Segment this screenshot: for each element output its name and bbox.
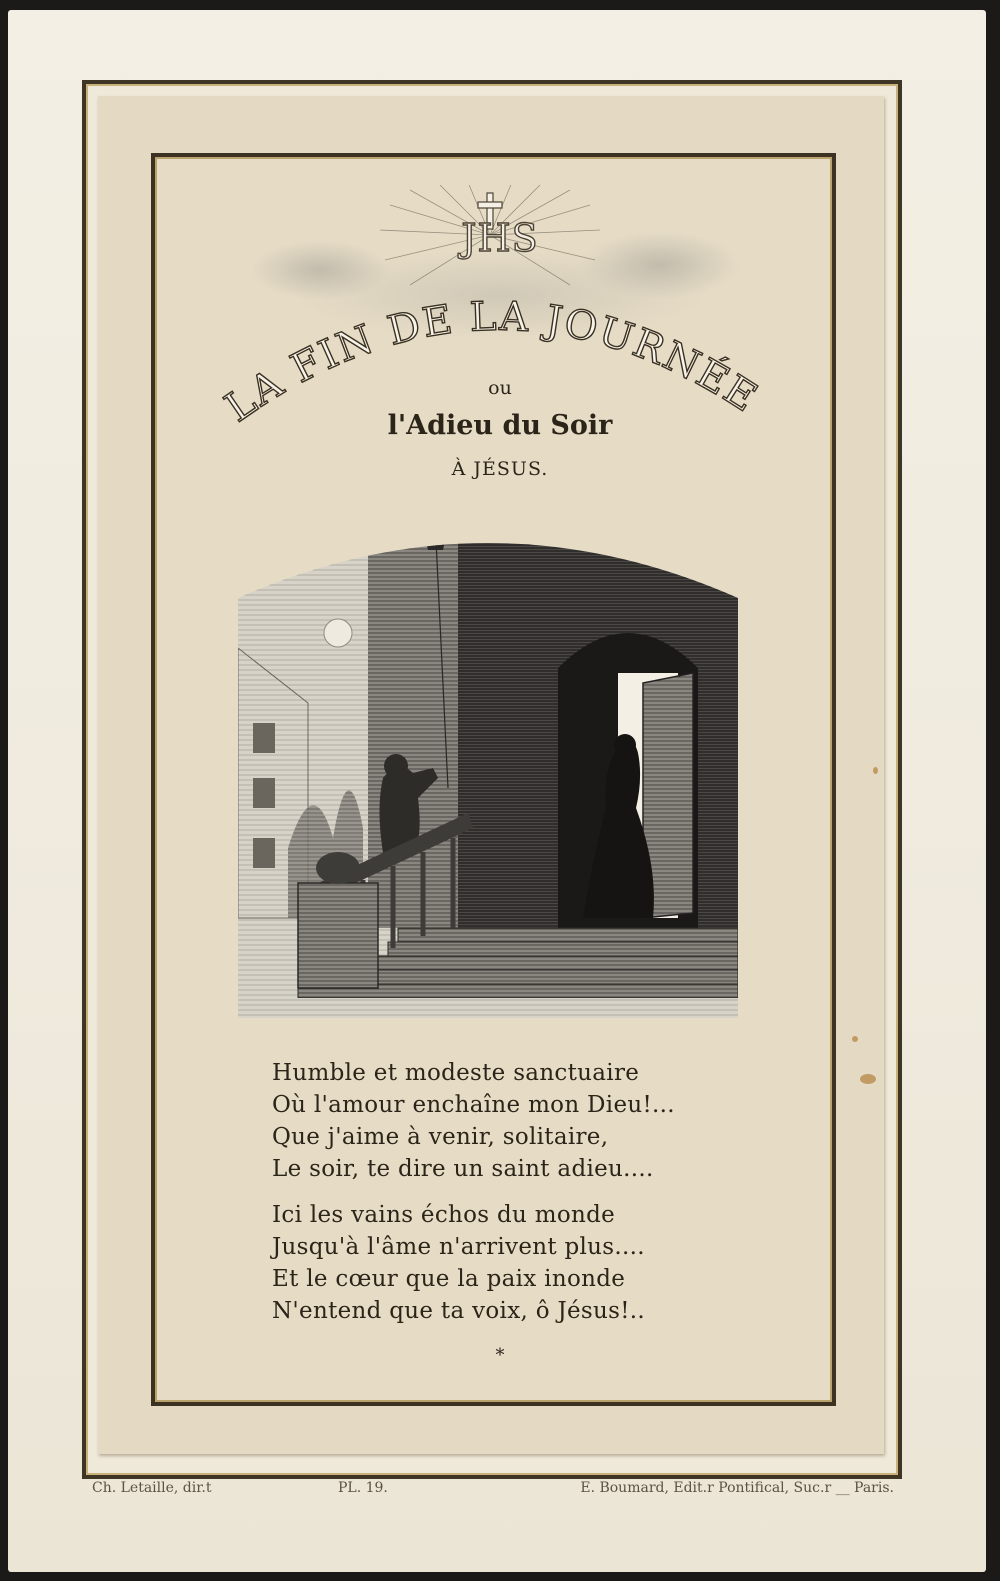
foxing-spot [852, 1036, 858, 1042]
title-conjunction: ou [488, 377, 512, 399]
card-title: LA FIN DE LA JOURNÉE [217, 293, 767, 432]
poem-line: Et le cœur que la paix inonde [272, 1266, 626, 1292]
poem-line: Le soir, te dire un saint adieu.... [272, 1156, 654, 1182]
poem [272, 1057, 675, 1341]
poem-line: N'entend que ta voix, ô Jésus!.. [272, 1298, 645, 1324]
subtitle: l'Adieu du Soir [387, 410, 613, 441]
foxing-spot [860, 1074, 876, 1084]
poem-line: Humble et modeste sanctuaire [272, 1060, 640, 1086]
poem-line: Où l'amour enchaîne mon Dieu!... [272, 1092, 675, 1118]
engraving-illustration [238, 508, 738, 1018]
publisher-credit-left: Ch. Letaille, dir.t [92, 1480, 212, 1496]
title-arc [0, 0, 1000, 480]
stanza [272, 1199, 675, 1327]
jhs-monogram: JHS [461, 216, 539, 260]
publisher-credit-right: E. Boumard, Edit.r Pontifical, Suc.r __ Paris. [580, 1480, 894, 1496]
asterisk-ornament: * [495, 1345, 505, 1366]
plate-number: PL. 19. [338, 1480, 388, 1496]
dedication: À JÉSUS. [451, 458, 549, 480]
poem-line: Ici les vains échos du monde [272, 1202, 616, 1228]
poem-line: Jusqu'à l'âme n'arrivent plus.... [272, 1234, 645, 1260]
foxing-spot [873, 767, 878, 774]
stanza [272, 1057, 675, 1185]
poem-line: Que j'aime à venir, solitaire, [272, 1124, 609, 1150]
